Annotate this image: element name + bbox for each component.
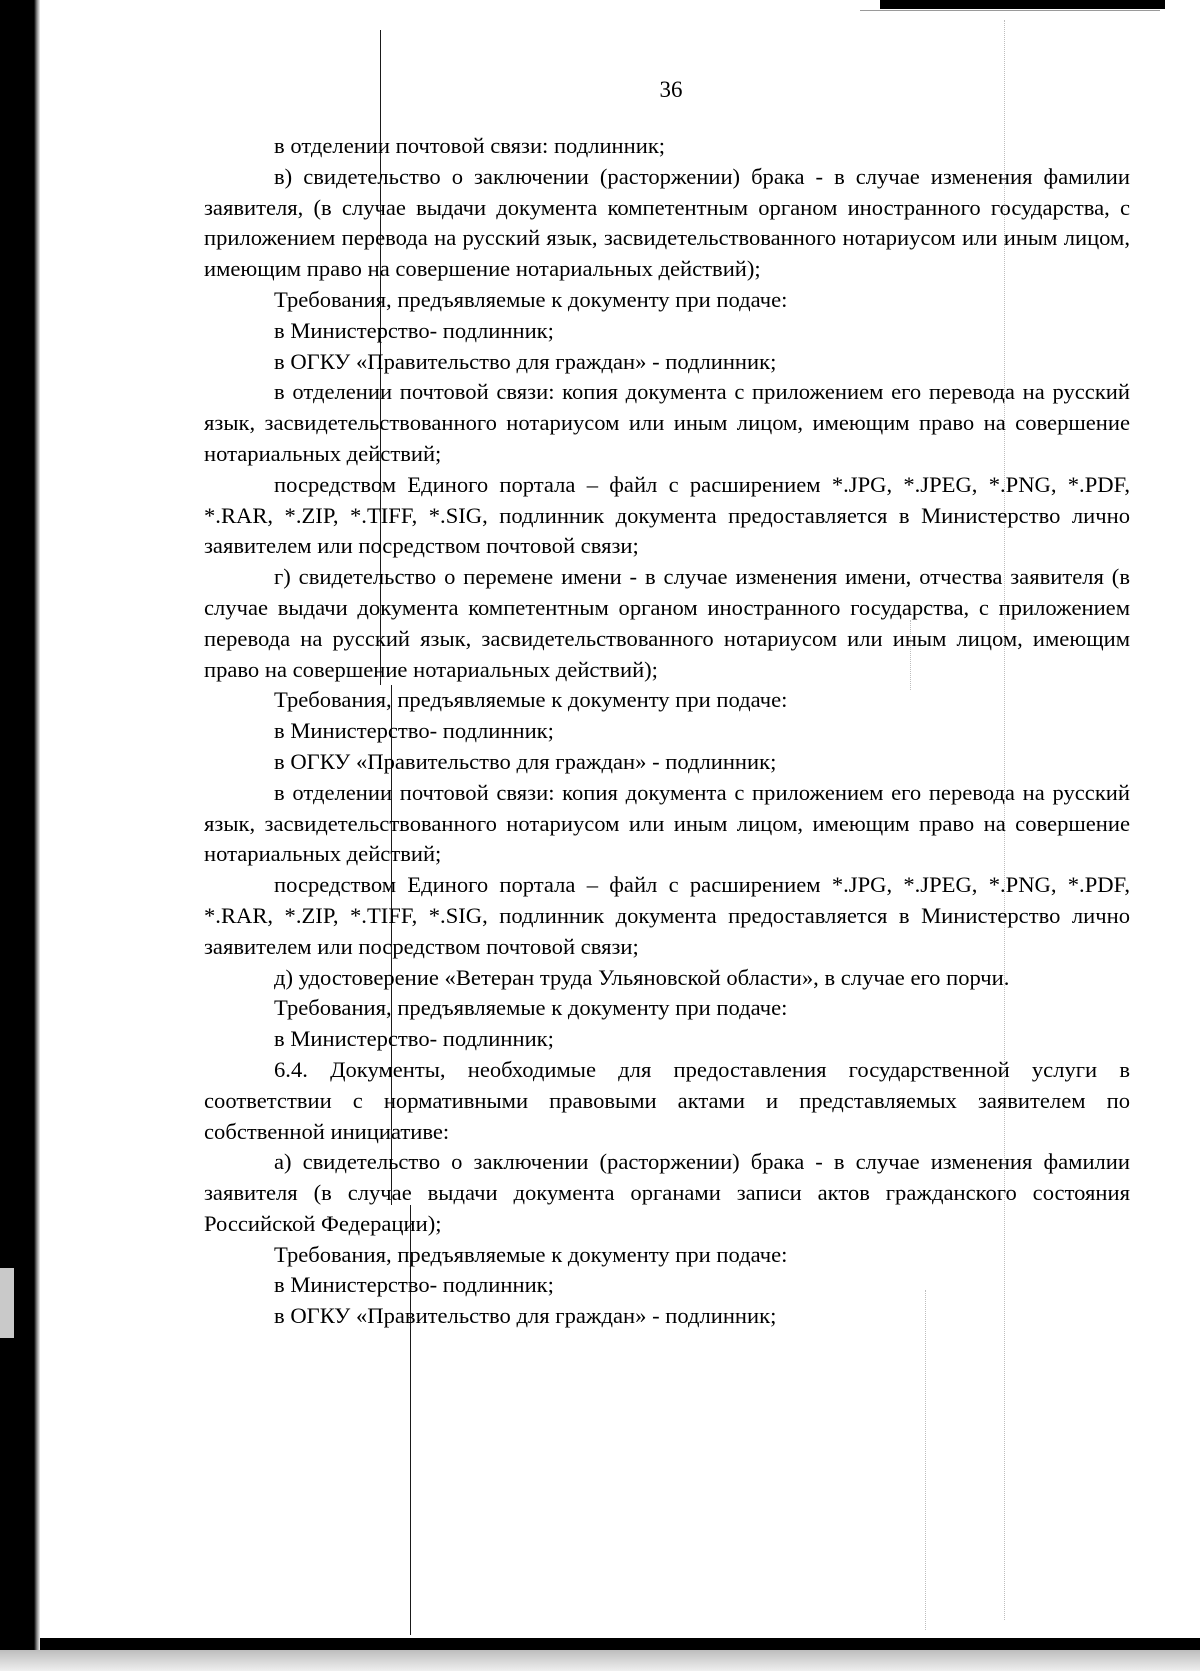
scan-left-edge-shadow xyxy=(0,0,40,1671)
paragraph: в отделении почтовой связи: копия документа с приложением его перевода на русский язык, засвидетельствованного нотариусом или иным лицом, имеющим право на совершение нотариальных действий; xyxy=(204,779,1130,867)
paragraph: 6.4. Документы, необходимые для предоставления государственной услуги в соответствии с нормативными правовыми актами и представляемых заявителем по собственной инициативе: xyxy=(204,1056,1130,1144)
paragraph: в) свидетельство о заключении (расторжении) брака - в случае изменения фамилии заявителя, (в случае выдачи документа компетентным органом иностранного государства, с приложением перевода на русский язык, засвидетельствованного нотариусом или иным лицом, имеющим право на совершение нотариальных действий); xyxy=(204,163,1130,282)
scan-faint-fold-line xyxy=(925,1290,926,1630)
scan-bottom-edge-shadow xyxy=(40,1638,1200,1650)
paragraph: Требования, предъявляемые к документу при подаче: xyxy=(274,1241,788,1267)
paragraph: в отделении почтовой связи: копия документа с приложением его перевода на русский язык, засвидетельствованного нотариусом или иным лицом, имеющим право на совершение нотариальных действий; xyxy=(204,379,1130,466)
paragraph: Требования, предъявляемые к документу при подаче: xyxy=(274,995,788,1021)
paragraph: в Министерство- подлинник; xyxy=(274,718,554,744)
paragraph: г) свидетельство о перемене имени - в случае изменения имени, отчества заявителя (в случае выдачи документа компетентным органом иностранного государства, с приложением перевода на русский язык, засвидетельствованного нотариусом или иным лицом, имеющим право на совершение нотариальных действий); xyxy=(204,564,1130,682)
paragraph: посредством Единого портала – файл с расширением *.JPG, *.JPEG, *.PNG, *.PDF, *.RAR, *.ZIP, *.TIFF, *.SIG, подлинник документа предоставляется в Министерство лично заявителем или посредством почтовой связи; xyxy=(204,471,1130,559)
paragraph: д) удостоверение «Ветеран труда Ульяновской области», в случае его порчи. xyxy=(274,964,1010,990)
paragraph: в ОГКУ «Правительство для граждан» - подлинник; xyxy=(274,1303,777,1329)
paragraph: в ОГКУ «Правительство для граждан» - подлинник; xyxy=(274,748,777,774)
scan-bottom-edge-shade xyxy=(0,1650,1200,1671)
page-number: 36 xyxy=(659,77,683,102)
scan-left-edge-gap xyxy=(0,1268,14,1338)
paragraph: в Министерство- подлинник; xyxy=(274,1026,554,1052)
paragraph: в отделении почтовой связи: подлинник; xyxy=(274,133,666,158)
paragraph: в Министерство- подлинник; xyxy=(274,1272,554,1298)
paragraph: в Министерство- подлинник; xyxy=(274,317,554,343)
scan-top-edge-shadow xyxy=(880,0,1165,9)
paragraph: Требования, предъявляемые к документу при подаче: xyxy=(274,687,788,713)
paragraph: а) свидетельство о заключении (расторжении) брака - в случае изменения фамилии заявителя (в случае выдачи документа органами записи актов гражданского состояния Российской Федерации); xyxy=(204,1149,1130,1236)
paragraph: посредством Единого портала – файл с расширением *.JPG, *.JPEG, *.PNG, *.PDF, *.RAR, *.ZIP, *.TIFF, *.SIG, подлинник документа предоставляется в Министерство лично заявителем или посредством почтовой связи; xyxy=(204,872,1130,959)
document-body xyxy=(204,131,1130,1332)
paragraph: Требования, предъявляемые к документу при подаче: xyxy=(274,286,788,312)
paragraph: в ОГКУ «Правительство для граждан» - подлинник; xyxy=(274,348,777,374)
scan-top-edge-line xyxy=(860,10,1160,11)
